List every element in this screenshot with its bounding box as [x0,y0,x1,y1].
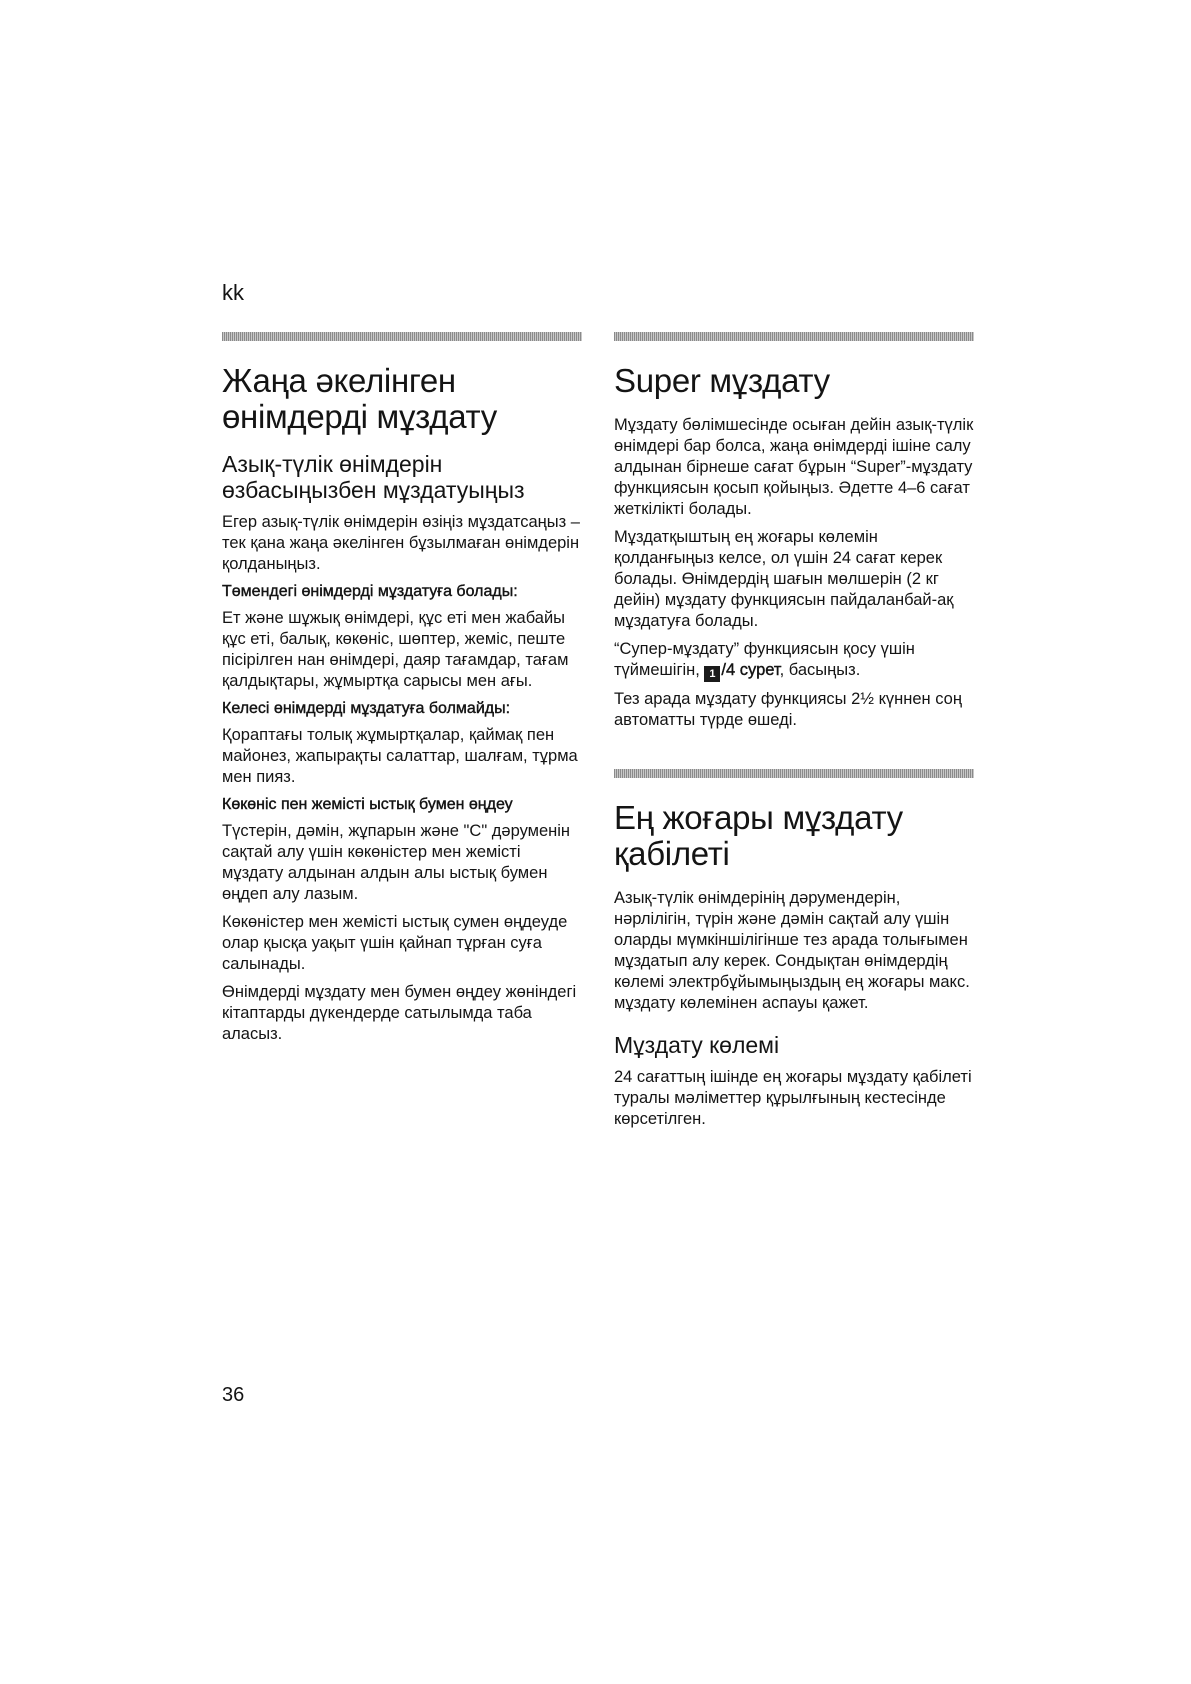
left-column [222,332,582,1052]
blanching-heading: Көкөніс пен жемісті ыстық бумен өңдеу [222,796,513,813]
figure-number-badge: 1 [704,666,720,682]
intro-paragraph: Егер азық-түлік өнімдерін өзіңіз мұздатсаңыз – тек қана жаңа әкелінген бұзылмаған өнімдерін қолданыңыз. [222,513,580,573]
page-number: 36 [222,1384,245,1406]
max-freezing-paragraph: Азық-түлік өнімдерінің дәрумендерін, нәрлілігін, түрін және дәмін сақтай алу үшін оларды мүмкіншілігінше тез арада толығымен мұздатып алу керек. Сондықтан өнімдердің көлемі электрбұйымыңыздың ең жоғары макс. мұздату көлемінен аспауы қажет. [614,889,970,1012]
language-code: kk [222,280,244,305]
blanching-paragraph-3: Өнімдерді мұздату мен бумен өңдеу жөніндегі кітаптарды дүкендерде сатылымда таба аласыз. [222,983,577,1043]
forbidden-foods-heading: Келесі өнімдерді мұздатуға болмайды: [222,700,511,717]
super-paragraph-2: Мұздатқыштың ең жоғары көлемін қолданғыңыз келсе, ол үшін 24 сағат керек болады. Өнімдердің шағын мөлшерін (2 кг дейін) мұздату функциясын пайдаланбай-ақ мұздатуға болады. [614,528,954,630]
section-title-fresh-freezing: Жаңа әкелінген өнімдерді мұздату [222,362,497,435]
super-p3-text-before: “Супер-мұздату” функциясын қосу үшін түймешігін, [614,640,915,679]
section-title-super-freezing: Super мұздату [614,362,830,399]
allowed-foods-text: Ет және шұжық өнімдері, құс еті мен жабайы құс еті, балық, көкөніс, шөптер, жеміс, пеште пісірілген нан өнімдері, даяр тағамдар, тағам қалдықтары, жұмыртқа сарысы мен ағы. [222,609,569,690]
super-paragraph-1: Мұздату бөлімшесінде осыған дейін азық-түлік өнімдері бар болса, жаңа өнімдерді ішіне салу алдынан бірнеше сағат бұрын “Super”-мұздату функциясын қосып қойыңыз. Әдетте 4–6 сағат жеткілікті болады. [614,416,974,518]
super-paragraph-3 [614,639,974,682]
forbidden-foods-text: Қораптағы толық жұмыртқалар, қаймақ пен майонез, жапырақты салаттар, шалғам, тұрма мен пияз. [222,726,578,786]
section-divider [222,332,582,341]
super-paragraph-4: Тез арада мұздату функциясы 2½ күннен соң автоматты түрде өшеді. [614,690,962,729]
subsection-title-freezing-volume: Мұздату көлемі [614,1032,780,1058]
section-title-max-freezing: Ең жоғары мұздату қабілеті [614,799,903,872]
figure-reference: /4 сурет [721,661,780,679]
freezing-volume-paragraph: 24 сағаттың ішінде ең жоғары мұздату қабілеті туралы мәліметтер құрылғының кестесінде көрсетілген. [614,1068,972,1128]
subsection-title-self-freezing: Азық-түлік өнімдерін өзбасыңызбен мұздатуыңыз [222,451,525,503]
super-p3-text-after: , басыңыз. [779,661,861,679]
section-divider [614,332,974,341]
section-divider [614,769,974,778]
right-column [614,332,974,1137]
allowed-foods-heading: Төмендегі өнімдерді мұздатуға болады: [222,583,518,600]
blanching-paragraph-2: Көкөністер мен жемісті ыстық сумен өңдеуде олар қысқа уақыт үшін қайнап тұрған суға салынады. [222,913,568,973]
blanching-paragraph-1: Түстерін, дәмін, жұпарын және "С" дәруменін сақтай алу үшін көкөністер мен жемісті мұздату алдынан алдын алы ыстық бумен өңдеп алу лазым. [222,822,571,903]
